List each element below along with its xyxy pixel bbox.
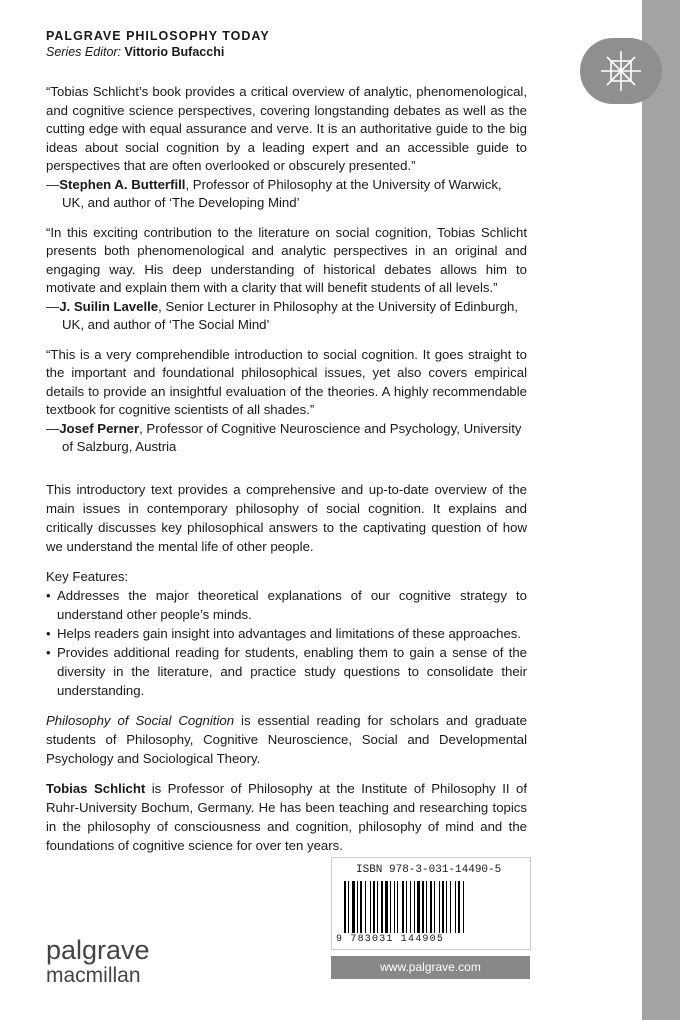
publisher-website: www.palgrave.com bbox=[331, 956, 530, 979]
barcode-bar bbox=[373, 881, 375, 933]
barcode-bar bbox=[381, 881, 383, 933]
key-feature-item: • Addresses the major theoretical explanations of our cognitive strategy to understand other people’s minds. bbox=[46, 587, 527, 622]
barcode-bar bbox=[463, 881, 464, 933]
barcode-bar bbox=[434, 881, 435, 933]
series-editor-label: Series Editor: bbox=[46, 45, 122, 59]
series-title: PALGRAVE PHILOSOPHY TODAY bbox=[46, 29, 270, 43]
barcode-bar bbox=[390, 881, 391, 933]
network-icon bbox=[592, 48, 650, 94]
barcode-bar bbox=[357, 881, 358, 933]
key-feature-item: • Helps readers gain insight into advantages and limitations of these approaches. bbox=[46, 625, 522, 641]
endorsement-quote: “In this exciting contribution to the literature on social cognition, Tobias Schlicht presents both phenomenological and analytic perspectives in an original and engaging way. His deep understanding of historical debates allows him to motivate and explain them with a clarity that will benefit students of all levels.” bbox=[46, 224, 527, 295]
barcode-bar bbox=[360, 881, 362, 933]
endorsement-attribution: —Stephen A. Butterfill, Professor of Philosophy at the University of Warwick, UK, and author of ‘The Developing Mind’ bbox=[46, 176, 502, 210]
publisher-logo-line2: macmillan bbox=[46, 964, 141, 987]
barcode-bar bbox=[458, 881, 460, 933]
isbn-barcode-box bbox=[331, 857, 531, 950]
book-title: Philosophy of Social Cognition bbox=[46, 712, 235, 728]
barcode-bar bbox=[439, 881, 440, 933]
barcode-bar bbox=[394, 881, 395, 933]
barcode-bar bbox=[397, 881, 398, 933]
barcode-bar bbox=[402, 881, 404, 933]
barcode-bar bbox=[455, 881, 456, 933]
barcode-bar bbox=[417, 881, 420, 933]
publisher-logo bbox=[46, 935, 150, 987]
readership-statement: Philosophy of Social Cognition is essential reading for scholars and graduate students of Philosophy, Cognitive Neuroscience, Social and Developmental Psychology and Sociological Theory. bbox=[46, 712, 527, 766]
barcode-bar bbox=[450, 881, 451, 933]
series-badge bbox=[580, 38, 662, 104]
barcode-bar bbox=[406, 881, 407, 933]
barcode-bar bbox=[426, 881, 427, 933]
author-bio: Tobias Schlicht is Professor of Philosophy at the Institute of Philosophy II of Ruhr-University Bochum, Germany. He has been teaching and researching topics in the philosophy of consciousness and cognition, philosophy of mind and the foundations of cognitive science for over ten years. bbox=[46, 780, 527, 853]
barcode-bar bbox=[442, 881, 444, 933]
barcode-bar bbox=[365, 881, 366, 933]
barcode-bar bbox=[344, 881, 346, 933]
isbn-label: ISBN 978-3-031-14490-5 bbox=[356, 864, 502, 876]
endorsement-attribution: —J. Suilin Lavelle, Senior Lecturer in Philosophy at the University of Edinburgh, UK, and author of ‘The Social Mind’ bbox=[46, 298, 519, 332]
barcode-bar bbox=[348, 881, 349, 933]
barcode-bar bbox=[410, 881, 411, 933]
endorsement-quote: “Tobias Schlicht’s book provides a critical overview of analytic, phenomenological, and cognitive science perspectives, covering longstanding debates as well as the cutting edge with equal assurance and verve. It is an authoritative guide to the big ideas about social cognition by a leading expert and an accessible guide to perspectives that are often overlooked or obscurely presented.” bbox=[46, 84, 527, 173]
endorsement-attribution: —Josef Perner, Professor of Cognitive Neuroscience and Psychology, University of Salzburg, Austria bbox=[46, 420, 522, 454]
barcode-bar bbox=[385, 881, 388, 933]
series-editor-name: Vittorio Bufacchi bbox=[124, 45, 225, 59]
endorsement-quote: “This is a very comprehendible introduction to social cognition. It goes straight to the important and foundational philosophical issues, yet also covers empirical details to provide an insightful evaluation of the theories. A highly recommendable textbook for cognitive scientists of all shades.” bbox=[46, 346, 527, 417]
barcode-bar bbox=[446, 881, 447, 933]
barcode bbox=[344, 881, 516, 933]
book-description: This introductory text provides a comprehensive and up-to-date overview of the main issues in contemporary philosophy of social cognition. It explains and critically discusses key philosophical answers to the captivating question of how we understand the mental life of other people. bbox=[46, 481, 527, 554]
endorser-name: Josef Perner bbox=[59, 420, 140, 436]
author-name: Tobias Schlicht bbox=[46, 780, 146, 796]
series-editor bbox=[46, 44, 527, 61]
barcode-bar bbox=[430, 881, 432, 933]
book-spine-edge bbox=[642, 0, 680, 1020]
barcode-bar bbox=[422, 881, 424, 933]
barcode-bar bbox=[377, 881, 378, 933]
barcode-digits: 9 783031 144905 bbox=[336, 934, 445, 945]
publisher-logo-line1: palgrave bbox=[46, 935, 150, 965]
barcode-bar bbox=[414, 881, 415, 933]
endorser-name: J. Suilin Lavelle bbox=[59, 298, 159, 314]
key-features-heading: Key Features: bbox=[46, 568, 129, 584]
barcode-bar bbox=[352, 881, 355, 933]
endorser-name: Stephen A. Butterfill bbox=[59, 176, 186, 192]
back-cover-text bbox=[46, 28, 527, 855]
key-feature-item: • Provides additional reading for students, enabling them to gain a sense of the diversity in the literature, and practice study questions to consolidate their understanding. bbox=[46, 644, 527, 698]
barcode-bar bbox=[370, 881, 371, 933]
